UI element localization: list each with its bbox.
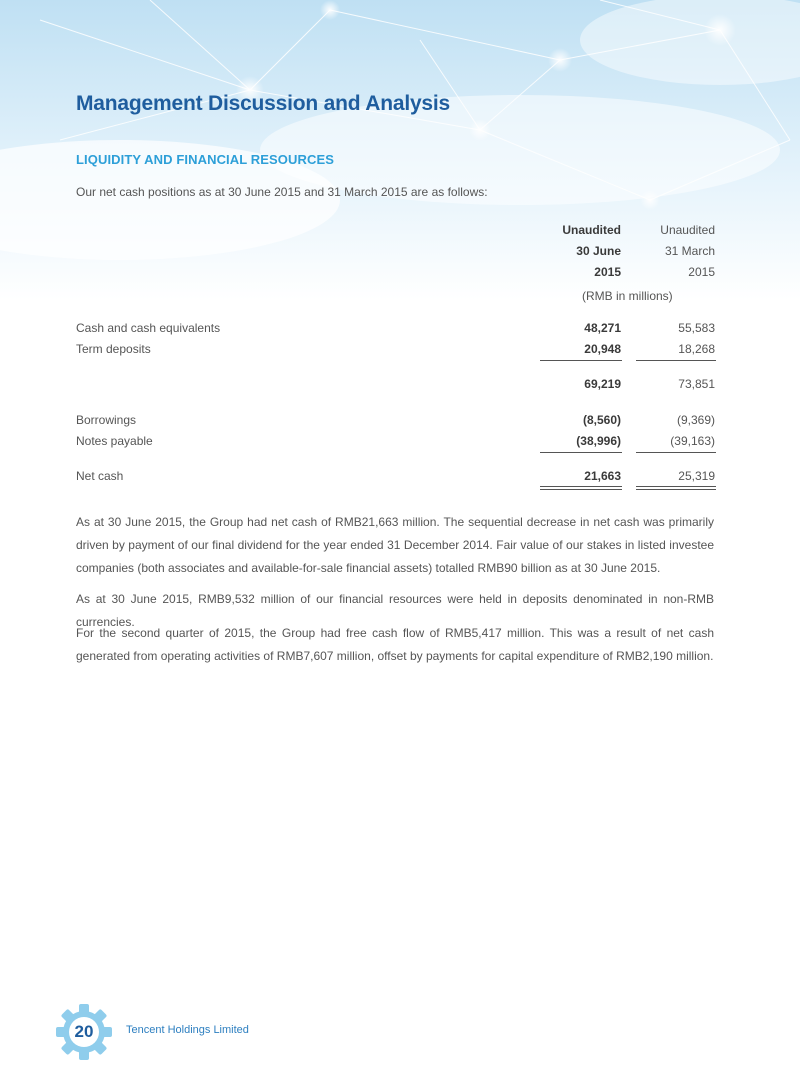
row-value-current: 48,271 — [584, 321, 621, 335]
col2-header-status: Unaudited — [660, 223, 715, 237]
paragraph: As at 30 June 2015, the Group had net cash of RMB21,663 million. The sequential decrease in net cash was primarily driven by payment of our final dividend for the year ended 31 December 2014. Fair value of our stakes in listed investee companies (both associates and available-for-sale financial assets) totalled RMB90 billion as at 30 June 2015. — [76, 515, 714, 575]
row-value-current: 69,219 — [584, 377, 621, 391]
row-label: Cash and cash equivalents — [76, 321, 221, 335]
paragraph: As at 30 June 2015, RMB9,532 million of our financial resources were held in deposits denominated in non-RMB currencies. — [76, 592, 714, 629]
row-value-prior: (9,369) — [676, 413, 715, 427]
row-value-prior: 18,268 — [678, 342, 715, 356]
row-label: Notes payable — [76, 434, 153, 448]
total-double-rule-prior — [636, 486, 716, 490]
col2-header-date: 31 March — [664, 244, 715, 258]
row-value-current: 21,663 — [584, 469, 621, 483]
row-label: Borrowings — [76, 413, 137, 427]
section-heading: LIQUIDITY AND FINANCIAL RESOURCES — [76, 152, 335, 167]
page-title: Management Discussion and Analysis — [76, 92, 451, 115]
unit-label: (RMB in millions) — [582, 289, 673, 303]
row-label: Term deposits — [76, 342, 151, 356]
paragraph: For the second quarter of 2015, the Group had free cash flow of RMB5,417 million. This was a result of net cash generated from operating activities of RMB7,607 million, offset by payments for capital expenditure of RMB2,190 million. — [76, 626, 714, 663]
row-value-prior: 73,851 — [678, 377, 715, 391]
row-value-prior: (39,163) — [670, 434, 715, 448]
company-name: Tencent Holdings Limited — [126, 1024, 249, 1036]
total-double-rule-current — [540, 486, 622, 490]
col1-header-status: Unaudited — [562, 223, 621, 237]
col2-header-year: 2015 — [688, 265, 715, 279]
row-value-current: 20,948 — [584, 342, 621, 356]
row-label: Net cash — [76, 469, 124, 483]
row-value-current: (8,560) — [582, 413, 621, 427]
subtotal-rule-current — [540, 452, 622, 453]
col1-header-year: 2015 — [594, 265, 621, 279]
subtotal-rule-prior — [636, 360, 716, 361]
col1-header-date: 30 June — [576, 244, 621, 258]
row-value-prior: 55,583 — [678, 321, 715, 335]
subtotal-rule-prior — [636, 452, 716, 453]
row-value-current: (38,996) — [576, 434, 621, 448]
page-number: 20 — [74, 1022, 94, 1041]
subtotal-rule-current — [540, 360, 622, 361]
intro-text: Our net cash positions as at 30 June 2015 and 31 March 2015 are as follows: — [76, 185, 488, 199]
row-value-prior: 25,319 — [678, 469, 715, 483]
